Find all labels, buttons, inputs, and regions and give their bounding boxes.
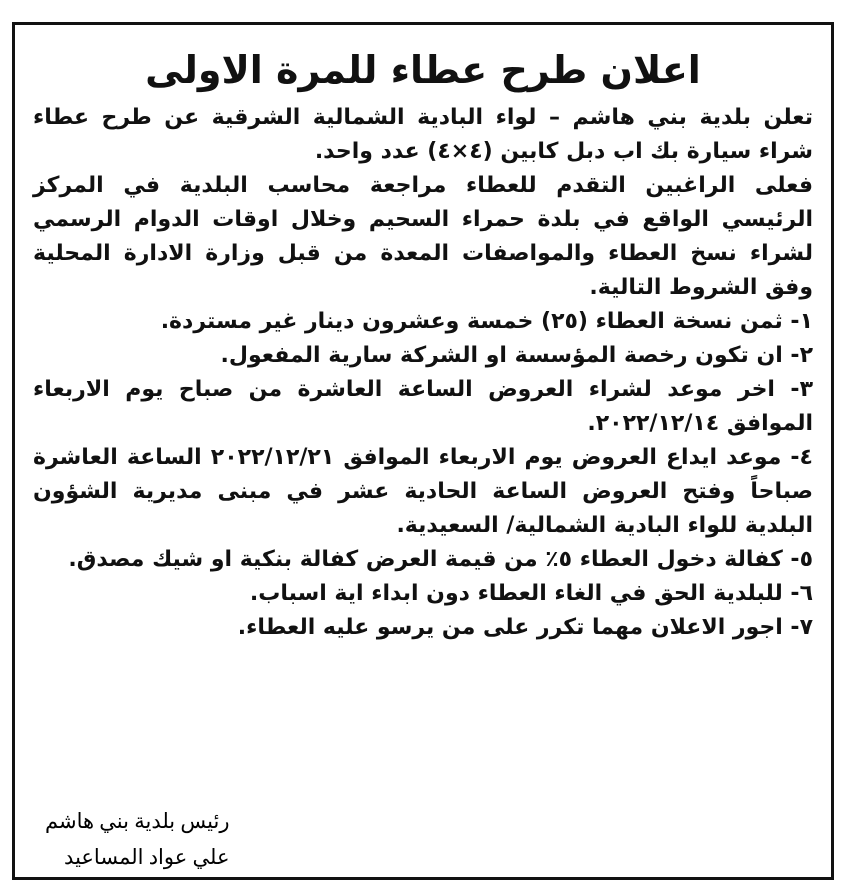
announcement-content: [33, 25, 813, 877]
signature-block: [45, 803, 230, 875]
condition-item-2: ٢- ان تكون رخصة المؤسسة او الشركة سارية المفعول.: [220, 343, 813, 368]
announcement-title: اعلان طرح عطاء للمرة الاولى: [145, 48, 701, 92]
condition-item-4: ٤- موعد ايداع العروض يوم الاربعاء الموافق ٢٠٢٢/١٢/٢١ الساعة العاشرة صباحاً وفتح العروض الساعة الحادية عشر في مبنى مديرية الشؤون البلدية للواء البادية الشمالية/ السعيدية.: [33, 445, 813, 538]
condition-item-7: ٧- اجور الاعلان مهما تكرر على من يرسو عليه العطاء.: [237, 615, 813, 640]
signature-name: علي عواد المساعيد: [64, 845, 230, 869]
instructions-paragraph: فعلى الراغبين التقدم للعطاء مراجعة محاسب البلدية في المركز الرئيسي الواقع في بلدة حمراء السحيم وخلال اوقات الدوام الرسمي لشراء نسخ العطاء والمواصفات المعدة من قبل وزارة الادارة المحلية وفق الشروط التالية.: [33, 173, 813, 300]
announcement-frame: [12, 22, 834, 880]
intro-paragraph: تعلن بلدية بني هاشم – لواء البادية الشمالية الشرقية عن طرح عطاء شراء سيارة بك اب دبل كابين (٤×٤) عدد واحد.: [33, 105, 813, 164]
condition-item-3: ٣- اخر موعد لشراء العروض الساعة العاشرة من صباح يوم الاربعاء الموافق ٢٠٢٢/١٢/١٤.: [33, 377, 813, 436]
condition-item-6: ٦- للبلدية الحق في الغاء العطاء دون ابداء اية اسباب.: [249, 581, 813, 606]
condition-item-5: ٥- كفالة دخول العطاء ٥٪ من قيمة العرض كفالة بنكية او شيك مصدق.: [68, 547, 813, 572]
signature-position: رئيس بلدية بني هاشم: [45, 809, 230, 833]
condition-item-1: ١- ثمن نسخة العطاء (٢٥) خمسة وعشرون دينار غير مستردة.: [160, 309, 813, 334]
